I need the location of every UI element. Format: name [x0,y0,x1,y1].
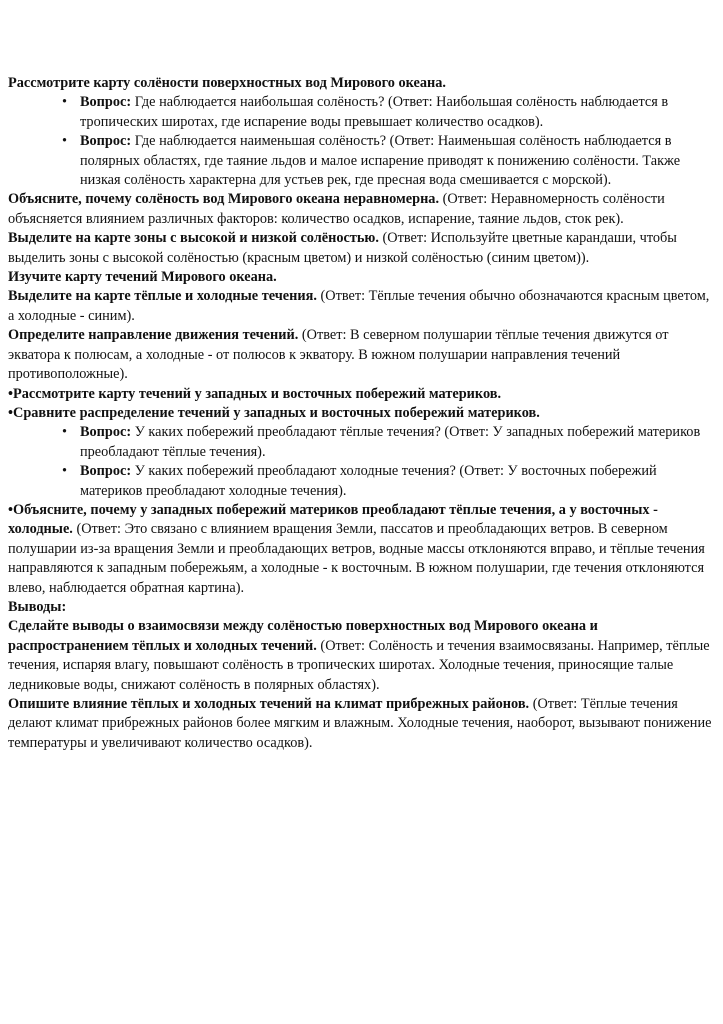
question-list-currents [8,423,717,501]
paragraph-compare-currents [8,404,717,423]
instruction-heading: Выделите на карте зоны с высокой и низкой солёностью. [8,230,379,247]
answer-text: (Ответ: Это связано с влиянием вращения Земли, пассатов и преобладающих ветров. В северном полушарии из-за вращения Земли и преобладающих ветров, водные массы отклоняются вправо, и тёплые течения направляются к западным побережьям, а холодные - к восточным. В южном полушарии, где течения отклоняются влево, наблюдается обратная картина). [8,521,705,596]
answer-text: (Ответ: Тёплые течения делают климат прибрежных районов более мягким и влажным. Холодные течения, наоборот, вызывают понижение температуры и увеличивают количество осадков). [8,696,712,751]
instruction-heading: Определите направление движения течений. [8,327,299,344]
list-item [8,423,717,462]
answer-text: (Ответ: Неравномерность солёности объясняется влиянием различных факторов: количество осадков, испарение, таяние льдов, сток рек). [8,191,665,227]
question-text: У каких побережий преобладают холодные течения? (Ответ: У восточных побережий материков преобладают холодные течения). [80,463,657,499]
paragraph-explain-coasts [8,501,717,598]
instruction-heading: •Объясните, почему у западных побережий материков преобладают тёплые течения, а у восточных - холодные. [8,501,658,538]
bullet-icon: • [62,424,68,441]
bullet-icon: • [62,463,68,480]
paragraph-salinity-zones [8,229,717,268]
question-label: Вопрос: [80,133,132,150]
paragraph-coasts-map [8,385,717,404]
list-item [8,132,717,190]
instruction-heading: Опишите влияние тёплых и холодных течений на климат прибрежных районов. [8,696,530,712]
bullet-icon: • [62,94,68,111]
section-heading: Выводы: [8,598,67,615]
instruction-heading: Выделите на карте тёплые и холодные течения. [8,288,317,305]
question-list-salinity [8,93,717,190]
instruction-heading: •Рассмотрите карту течений у западных и восточных побережий материков. [8,385,502,402]
paragraph-conclusions [8,617,717,695]
answer-text: (Ответ: Тёплые течения обычно обозначаются красным цветом, а холодные - синим). [8,288,710,324]
answer-text: (Ответ: В северном полушарии тёплые течения движутся от экватора к полюсам, а холодные - от полюсов к экватору. В южном полушарии направления течений противоположные). [8,327,669,383]
paragraph-currents-map [8,268,717,287]
question-text: Где наблюдается наименьшая солёность? (Ответ: Наименьшая солёность наблюдается в полярных областях, где таяние льдов и малое испарение приводят к понижению солёности. Также низкая солёность характерна для устьев рек, где пресная вода смешивается с морской). [80,133,681,189]
bullet-icon: • [62,133,68,150]
list-item [8,93,717,132]
instruction-heading: •Сравните распределение течений у западных и восточных побережий материков. [8,404,540,421]
paragraph-climate-influence [8,695,717,753]
instruction-heading: Сделайте выводы о взаимосвязи между солёностью поверхностных вод Мирового океана и распространением тёплых и холодных течений. [8,618,598,654]
instruction-heading: Рассмотрите карту солёности поверхностных вод Мирового океана. [8,75,446,91]
paragraph-salinity-map [8,74,717,93]
question-text: У каких побережий преобладают тёплые течения? (Ответ: У западных побережий материков преобладают тёплые течения). [80,424,701,460]
paragraph-conclusions-heading [8,598,717,617]
question-label: Вопрос: [80,424,132,441]
paragraph-uneven-salinity [8,190,717,229]
paragraph-warm-cold-currents [8,287,717,326]
instruction-heading: Объясните, почему солёность вод Мирового океана неравномерна. [8,191,440,208]
question-label: Вопрос: [80,94,132,111]
answer-text: (Ответ: Используйте цветные карандаши, чтобы выделить зоны с высокой солёностью (красным цветом) и низкой солёностью (синим цветом)). [8,230,677,266]
question-label: Вопрос: [80,463,132,480]
paragraph-current-direction [8,326,717,384]
question-text: Где наблюдается наибольшая солёность? (Ответ: Наибольшая солёность наблюдается в тропических широтах, где испарение воды превышает количество осадков). [80,94,669,130]
list-item [8,462,717,501]
instruction-heading: Изучите карту течений Мирового океана. [8,269,277,286]
answer-text: (Ответ: Солёность и течения взаимосвязаны. Например, тёплые течения, испаряя влагу, повышают солёность в тропических широтах. Холодные течения, приносящие талые ледниковые воды, снижают солёность в полярных областях). [8,637,710,693]
